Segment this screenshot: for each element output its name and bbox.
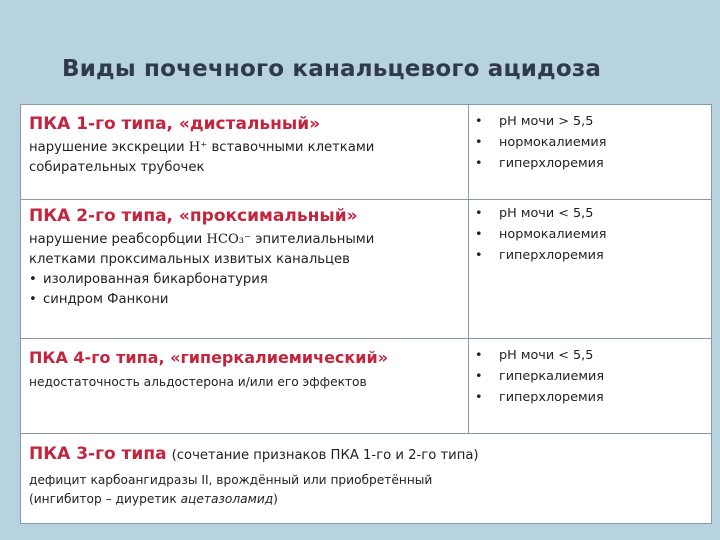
type1-formula: H⁺ (188, 140, 208, 155)
type2-formula: HCO₃⁻ (206, 232, 252, 247)
row-divider-3 (21, 433, 711, 434)
type4-lab-findings (469, 345, 709, 408)
list-item: • нормокалиемия (469, 224, 709, 245)
type1-desc-text-2: вставочными клетками (207, 140, 375, 155)
type3-desc-line2-end: ) (273, 492, 278, 506)
list-item: • гиперхлоремия (469, 387, 709, 408)
type3-drug-name: ацетазоламид (180, 492, 274, 506)
type3-desc-line2: (ингибитор – диуретик (29, 492, 181, 506)
list-item: • нормокалиемия (469, 132, 709, 153)
type3-desc-line1: дефицит карбоангидразы II, врождённый или приобретённый (29, 473, 433, 487)
row-type1-left (29, 113, 464, 178)
list-item: • изолированная бикарбонатурия (29, 270, 464, 290)
list-item: • гиперхлоремия (469, 153, 709, 174)
list-item: • гиперкалиемия (469, 366, 709, 387)
type1-description (29, 138, 464, 178)
row-type2-right (469, 203, 709, 266)
type2-heading: ПКА 2-го типа, «проксимальный» (29, 206, 358, 226)
list-item: • синдром Фанкони (29, 290, 464, 310)
type2-desc-line2: клетками проксимальных извитых канальцев (29, 252, 350, 267)
type2-desc-text-2: эпителиальными (251, 232, 375, 247)
type1-lab-findings (469, 111, 709, 174)
type1-desc-line2: собирательных трубочек (29, 160, 205, 175)
type1-heading: ПКА 1-го типа, «дистальный» (29, 114, 321, 134)
row-type4-right (469, 345, 709, 408)
type2-desc-text: нарушение реабсорбции (29, 232, 207, 247)
row-type1-right (469, 111, 709, 174)
type2-lab-findings (469, 203, 709, 266)
list-item: • pH мочи > 5,5 (469, 111, 709, 132)
type3-note: (сочетание признаков ПКА 1-го и 2-го типа) (171, 448, 479, 463)
type3-heading-line (29, 443, 705, 467)
row-divider-1 (21, 199, 711, 200)
type4-heading: ПКА 4-го типа, «гиперкалиемический» (29, 348, 389, 367)
type2-bullets (29, 270, 464, 310)
type4-description: недостаточность альдостерона и/или его эффектов (29, 375, 367, 389)
row-divider-2 (21, 338, 711, 339)
acidosis-types-table (20, 104, 712, 524)
page-title: Виды почечного канальцевого ацидоза (62, 56, 602, 82)
type1-desc-text: нарушение экскреции (29, 140, 189, 155)
list-item: • гиперхлоремия (469, 245, 709, 266)
row-type2-left (29, 205, 464, 310)
row-type4-left (29, 347, 467, 391)
type3-heading: ПКА 3-го типа (29, 444, 167, 464)
list-item: • pH мочи < 5,5 (469, 203, 709, 224)
list-item: • pH мочи < 5,5 (469, 345, 709, 366)
type2-description (29, 230, 464, 270)
type3-description (29, 471, 705, 509)
row-type3 (29, 443, 705, 509)
